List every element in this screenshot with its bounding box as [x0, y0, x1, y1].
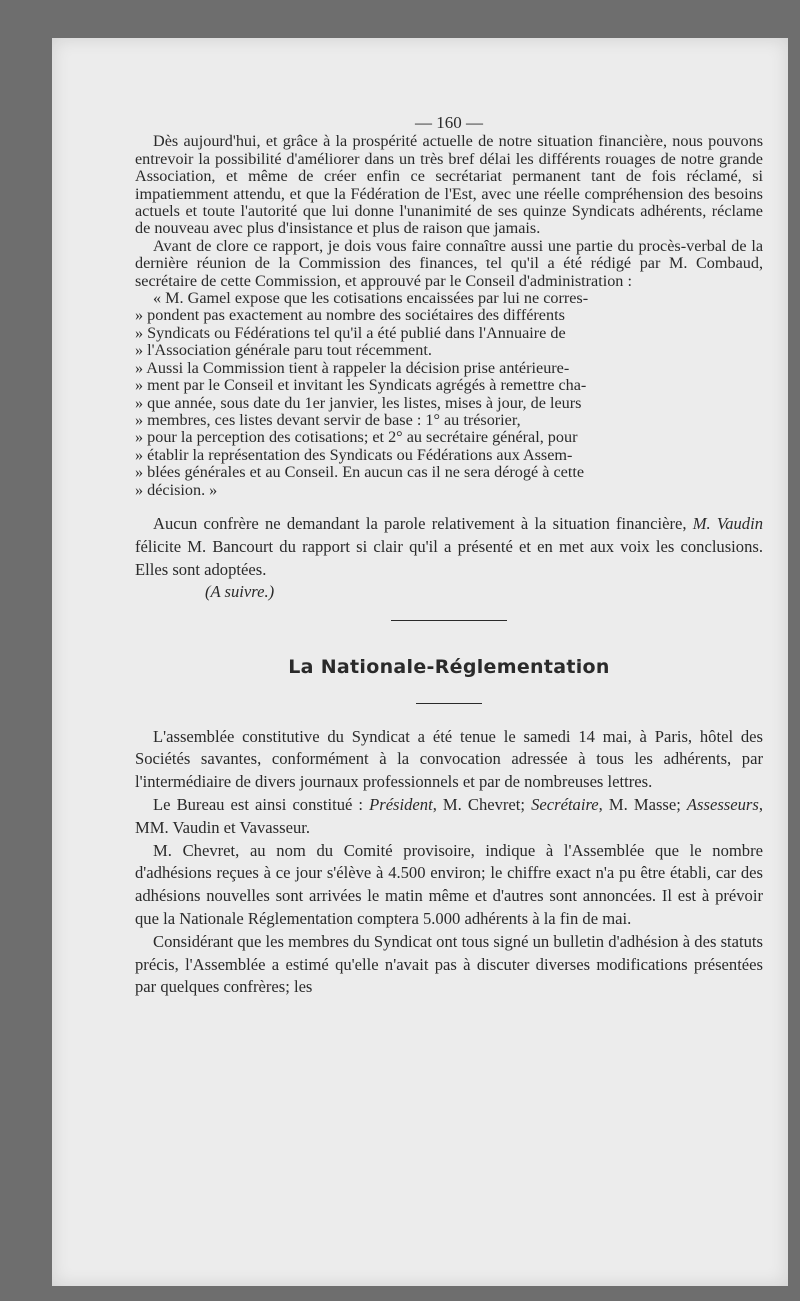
- section-title: La Nationale-Réglementation: [288, 656, 610, 679]
- quote-line: » pour la perception des cotisations; et 2° au secrétaire général, pour: [135, 428, 578, 447]
- paragraph-closing: [135, 513, 763, 581]
- closing-text-after: félicite M. Bancourt du rapport si clair qu'il a présenté et en met aux voix les conclusions. Elles sont adoptées.: [135, 536, 763, 579]
- a-suivre-text: (A suivre.): [205, 582, 275, 602]
- closing-text-before: Aucun confrère ne demandant la parole relativement à la situation financière,: [153, 513, 693, 533]
- paragraph-considerant: Considérant que les membres du Syndicat ont tous signé un bulletin d'adhésion à des statuts précis, l'Assemblée a estimé qu'elle n'avait pas à discuter diverses modifications présentées par quelques confrères; les: [135, 931, 763, 997]
- paragraph-chevret: M. Chevret, au nom du Comité provisoire, indique à l'Assemblée que le nombre d'adhésions reçues à ce jour s'élève à 4.500 environ; le chiffre exact n'a pu être établi, car des adhésions nouvelles sont arrivées le matin même et d'autres sont annoncées. Il est à prévoir que la Nationale Réglementation comptera 5.000 adhérents à la fin de mai.: [135, 840, 763, 928]
- bureau-role-president: Président: [369, 794, 433, 814]
- bureau-role-assesseurs: Assesseurs: [686, 794, 759, 814]
- quote-line: » pondent pas exactement au nombre des sociétaires des différents: [135, 306, 565, 325]
- quote-line: » Aussi la Commission tient à rappeler la décision prise antérieure-: [135, 358, 570, 377]
- bureau-text-1: Le Bureau est ainsi constitué :: [153, 794, 370, 814]
- closing-name: M. Vaudin: [692, 513, 764, 533]
- paragraph-rapport: Avant de clore ce rapport, je dois vous faire connaître aussi une partie du procès-verbal de la dernière réunion de la Commission des finances, tel qu'il a été rédigé par M. Combaud, secrétaire de cette Commission, et approuvé par le Conseil d'administration :: [135, 236, 763, 290]
- quote-line: « M. Gamel expose que les cotisations encaissées par lui ne corres-: [153, 289, 589, 308]
- quote-line: » membres, ces listes devant servir de base : 1° au trésorier,: [135, 410, 521, 429]
- quote-line: » l'Association générale paru tout récemment.: [135, 341, 432, 360]
- quote-line: » Syndicats ou Fédérations tel qu'il a été publié dans l'Annuaire de: [135, 323, 566, 342]
- quoted-minutes: [135, 290, 763, 499]
- bureau-text-4: , MM. Vaudin et Vavasseur.: [135, 794, 763, 837]
- paragraph-assemblee: L'assemblée constitutive du Syndicat a été tenue le samedi 14 mai, à Paris, hôtel des Sociétés savantes, conformément à la convocation adressée à tous les adhérents, par l'intermédiaire de divers journaux professionnels et par de nombreuses lettres.: [135, 726, 763, 792]
- bureau-text-3: , M. Masse;: [598, 794, 687, 814]
- quote-line: » ment par le Conseil et invitant les Syndicats agrégés à remettre cha-: [135, 376, 587, 395]
- bureau-role-secretaire: Secrétaire: [531, 794, 599, 814]
- quote-line: » établir la représentation des Syndicats ou Fédérations aux Assem-: [135, 445, 573, 464]
- divider-top: [391, 620, 507, 621]
- paragraph-bureau: [135, 794, 763, 840]
- quote-line: » que année, sous date du 1er janvier, les listes, mises à jour, de leurs: [135, 393, 582, 412]
- quote-line: » décision. »: [135, 480, 218, 499]
- divider-bottom: [416, 703, 482, 704]
- paragraph-situation: Dès aujourd'hui, et grâce à la prospérité actuelle de notre situation financière, nous pouvons entrevoir la possibilité d'améliorer dans un très bref délai les différents rouages de notre grande Association, et même de créer enfin ce secrétariat permanent tant de fois réclamé, si impatiemment attendu, et que la Fédération de l'Est, avec une réelle compréhension des besoins actuels et toute l'autorité que lui donne l'unanimité de ses quinze Syndicats adhérents, réclame de nouveau avec plus d'insistance et plus de raison que jamais.: [135, 132, 763, 238]
- quote-line: » blées générales et au Conseil. En aucun cas il ne sera dérogé à cette: [135, 463, 585, 482]
- page-number: — 160 —: [415, 113, 483, 132]
- bureau-text-2: , M. Chevret;: [432, 794, 532, 814]
- a-suivre: [135, 581, 763, 604]
- page-text: [135, 114, 763, 999]
